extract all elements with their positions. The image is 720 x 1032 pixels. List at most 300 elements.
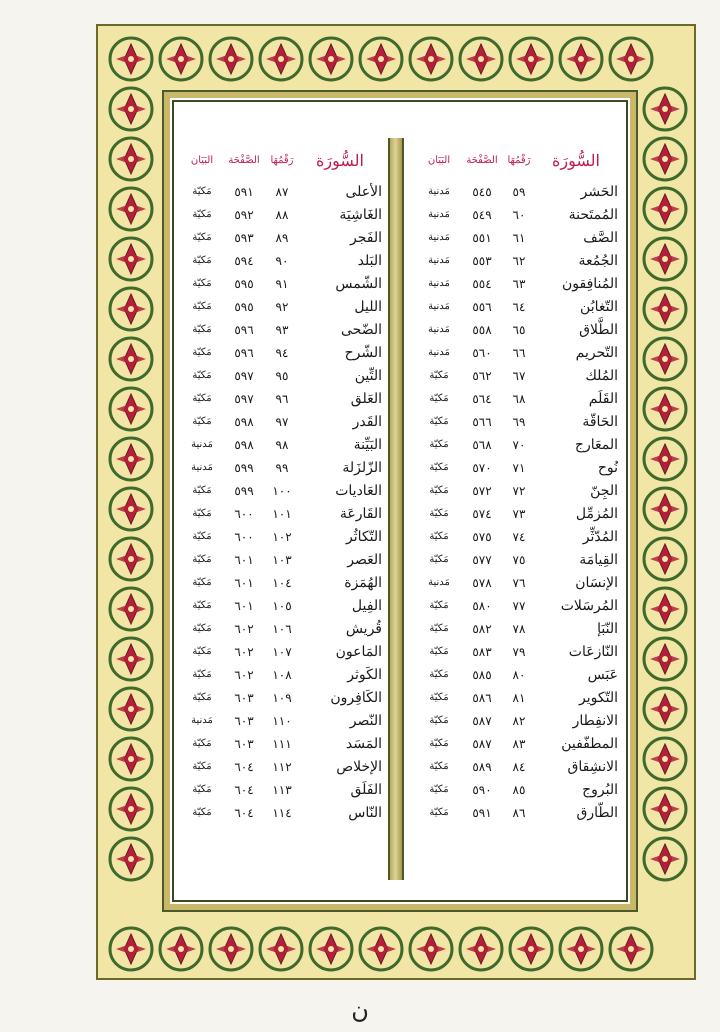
surah-page: ٥٦٦ (472, 414, 492, 429)
table-row (418, 755, 618, 778)
table-row (182, 548, 382, 571)
surah-number: ١٠٦ (272, 621, 292, 636)
surah-name: التّغابُن (580, 298, 618, 315)
surah-type: مَكيّة (192, 255, 212, 266)
header-surah: السُّورَة (316, 150, 364, 170)
border-motif (610, 38, 652, 80)
surah-type: مَكيّة (192, 301, 212, 312)
border-motif (260, 928, 302, 970)
surah-name: المَسَد (345, 735, 382, 752)
table-row (418, 663, 618, 686)
surah-name: الإنسَان (575, 574, 618, 591)
table-row (418, 801, 618, 824)
surah-name: النّبَإ (597, 620, 618, 637)
surah-name: الفَجر (350, 229, 382, 246)
surah-number: ٩٨ (275, 437, 289, 452)
surah-type: مَدنية (191, 462, 213, 473)
surah-page: ٥٩٩ (234, 460, 254, 475)
surah-name: التّحريم (575, 344, 618, 361)
surah-page: ٥٦٤ (472, 391, 492, 406)
surah-type: مَكيّة (192, 324, 212, 335)
surah-page: ٥٤٩ (472, 207, 492, 222)
border-motif (460, 928, 502, 970)
surah-type: مَكيّة (192, 554, 212, 565)
surah-number: ٦١ (512, 230, 526, 245)
surah-name: قُريش (345, 620, 382, 637)
surah-number: ٦٥ (512, 322, 526, 337)
surah-number: ٩٩ (275, 460, 289, 475)
table-row (418, 433, 618, 456)
surah-page: ٥٩٩ (234, 483, 254, 498)
table-row (182, 387, 382, 410)
border-motif (160, 928, 202, 970)
table-row (182, 410, 382, 433)
surah-name: الإخلاص (336, 758, 382, 775)
surah-type: مَكيّة (192, 646, 212, 657)
border-motif (560, 38, 602, 80)
surah-page: ٥٨٦ (472, 690, 492, 705)
surah-page: ٥٧٤ (472, 506, 492, 521)
surah-type: مَكيّة (192, 807, 212, 818)
surah-name: المُدّثِّر (582, 528, 618, 545)
surah-page: ٥٩٠ (472, 782, 492, 797)
surah-page: ٥٥١ (472, 230, 492, 245)
surah-number: ٩٤ (275, 345, 289, 360)
index-content (182, 108, 618, 894)
table-row (182, 433, 382, 456)
surah-type: مَدنية (428, 347, 450, 358)
surah-number: ٨٢ (512, 713, 526, 728)
surah-page: ٥٩٥ (234, 299, 254, 314)
surah-type: مَكيّة (429, 784, 449, 795)
surah-name: الانفِطار (572, 712, 618, 729)
table-row (182, 479, 382, 502)
header-type: البَيَان (427, 154, 451, 166)
surah-page: ٥٦٠ (472, 345, 492, 360)
surah-name: الفِيل (351, 597, 382, 614)
center-divider-bar (388, 138, 404, 880)
surah-name: الأعلى (345, 183, 382, 200)
surah-page: ٥٧٥ (472, 529, 492, 544)
surah-page: ٦٠٤ (234, 782, 254, 797)
surah-type: مَدنية (428, 232, 450, 243)
header-page: الصَّفْحَة (466, 154, 498, 166)
border-motif (110, 338, 152, 380)
table-row (418, 548, 618, 571)
border-motif (110, 838, 152, 880)
table-row (182, 341, 382, 364)
border-motif (644, 438, 686, 480)
surah-page: ٦٠٠ (234, 529, 254, 544)
surah-page: ٥٥٨ (472, 322, 492, 337)
surah-type: مَكيّة (429, 439, 449, 450)
surah-name: المُلك (585, 367, 618, 384)
surah-number: ٧٥ (512, 552, 526, 567)
surah-number: ٧٤ (512, 529, 526, 544)
surah-type: مَدنية (191, 439, 213, 450)
surah-page: ٦٠١ (234, 552, 254, 567)
table-row (418, 341, 618, 364)
surah-number: ٥٩ (512, 184, 526, 199)
table-row (418, 778, 618, 801)
surah-page: ٥٨٧ (472, 713, 492, 728)
surah-name: الطَّلاق (579, 321, 618, 338)
surah-name: عَبَس (587, 666, 618, 683)
border-motif (160, 38, 202, 80)
surah-number: ١١٠ (272, 713, 292, 728)
header-page: الصَّفْحَة (228, 154, 260, 166)
table-row (182, 755, 382, 778)
surah-number: ١٠٤ (272, 575, 292, 590)
surah-type: مَكيّة (429, 393, 449, 404)
border-motif (310, 38, 352, 80)
table-row (418, 180, 618, 203)
border-motif (110, 588, 152, 630)
surah-page: ٥٨٩ (472, 759, 492, 774)
surah-type: مَكيّة (192, 623, 212, 634)
surah-name: المُنافِقون (561, 275, 618, 292)
table-row (418, 686, 618, 709)
surah-number: ٧٧ (512, 598, 526, 613)
surah-name: الكَافِرون (330, 689, 382, 706)
border-motif (644, 538, 686, 580)
border-motif (110, 738, 152, 780)
surah-number: ٩٦ (275, 391, 289, 406)
surah-name: الغَاشِيَة (339, 206, 382, 223)
surah-type: مَكيّة (192, 485, 212, 496)
surah-name: الكَوثر (347, 666, 382, 683)
table-row (418, 456, 618, 479)
surah-type: مَكيّة (192, 600, 212, 611)
surah-type: مَدنية (428, 209, 450, 220)
border-motif (644, 188, 686, 230)
surah-page: ٥٩٨ (234, 437, 254, 452)
surah-name: الشّمس (335, 275, 382, 292)
surah-number: ٨٣ (512, 736, 526, 751)
border-motif (260, 38, 302, 80)
surah-page: ٥٧٨ (472, 575, 492, 590)
table-row (418, 594, 618, 617)
surah-page: ٥٥٤ (472, 276, 492, 291)
border-motif (210, 38, 252, 80)
surah-name: القَلَم (588, 390, 618, 407)
surah-number: ٧٨ (512, 621, 526, 636)
surah-page: ٥٩٧ (234, 391, 254, 406)
surah-number: ١٠٩ (272, 690, 292, 705)
border-motif (110, 38, 152, 80)
table-row (418, 387, 618, 410)
surah-type: مَدنية (191, 715, 213, 726)
surah-type: مَكيّة (192, 278, 212, 289)
surah-page: ٥٧٧ (472, 552, 492, 567)
border-motif (644, 688, 686, 730)
surah-name: الصَّف (583, 229, 618, 246)
surah-number: ٦٤ (512, 299, 526, 314)
table-row (418, 410, 618, 433)
surah-type: مَكيّة (429, 692, 449, 703)
border-motif (310, 928, 352, 970)
surah-type: مَكيّة (429, 761, 449, 772)
table-row (182, 617, 382, 640)
surah-number: ١٠٠ (272, 483, 292, 498)
surah-type: مَكيّة (429, 807, 449, 818)
surah-page: ٦٠٤ (234, 759, 254, 774)
surah-page: ٥٩٦ (234, 345, 254, 360)
table-row (182, 272, 382, 295)
surah-page: ٦٠١ (234, 598, 254, 613)
surah-name: الطّارق (576, 804, 618, 821)
surah-page: ٥٥٦ (472, 299, 492, 314)
surah-type: مَكيّة (192, 761, 212, 772)
surah-page: ٥٨٣ (472, 644, 492, 659)
surah-type: مَكيّة (192, 393, 212, 404)
surah-name: الحَشر (580, 183, 618, 200)
surah-name: القَارعَة (339, 505, 382, 522)
table-row (182, 663, 382, 686)
surah-page: ٥٩٣ (234, 230, 254, 245)
surah-number: ١٠٣ (272, 552, 292, 567)
surah-name: التّكاثُر (346, 528, 382, 545)
surah-type: مَكيّة (192, 416, 212, 427)
border-motif (410, 928, 452, 970)
surah-type: مَكيّة (192, 209, 212, 220)
surah-number: ٨٩ (275, 230, 289, 245)
surah-name: الزّلزَلة (342, 459, 382, 476)
surah-type: مَكيّة (429, 531, 449, 542)
table-row (418, 272, 618, 295)
table-row (418, 479, 618, 502)
surah-number: ٩١ (275, 276, 289, 291)
border-motif (510, 928, 552, 970)
surah-page: ٥٧٠ (472, 460, 492, 475)
surah-type: مَكيّة (192, 370, 212, 381)
surah-name: القِيامَة (579, 551, 618, 568)
surah-number: ٦٨ (512, 391, 526, 406)
surah-page: ٥٩٤ (234, 253, 254, 268)
surah-number: ٨٤ (512, 759, 526, 774)
left-index-table (182, 140, 382, 824)
surah-number: ٨٥ (512, 782, 526, 797)
surah-name: المطفّفين (561, 735, 618, 752)
surah-page: ٥٩٢ (234, 207, 254, 222)
border-motif (110, 88, 152, 130)
table-row (182, 594, 382, 617)
surah-page: ٥٩٧ (234, 368, 254, 383)
surah-type: مَكيّة (192, 577, 212, 588)
table-row (418, 617, 618, 640)
table-row (418, 249, 618, 272)
surah-number: ٦٢ (512, 253, 526, 268)
border-motif (644, 238, 686, 280)
surah-type: مَكيّة (429, 715, 449, 726)
surah-number: ٩٥ (275, 368, 289, 383)
surah-number: ٧٢ (512, 483, 526, 498)
border-motif (610, 928, 652, 970)
surah-number: ٦٦ (512, 345, 526, 360)
surah-page: ٦٠٢ (234, 644, 254, 659)
border-motif (644, 788, 686, 830)
page-number-letter: ن (351, 996, 369, 1024)
surah-number: ٩٢ (275, 299, 289, 314)
surah-type: مَكيّة (429, 669, 449, 680)
surah-type: مَكيّة (429, 508, 449, 519)
surah-name: الشّرح (344, 344, 382, 361)
border-motif (110, 388, 152, 430)
border-motif (644, 338, 686, 380)
border-motif (110, 288, 152, 330)
table-row (182, 502, 382, 525)
table-row (418, 709, 618, 732)
surah-number: ٦٩ (512, 414, 526, 429)
surah-name: التِّين (354, 367, 382, 384)
surah-name: الحَاقّة (582, 413, 618, 430)
surah-type: مَكيّة (429, 623, 449, 634)
border-motif (110, 438, 152, 480)
table-row (418, 525, 618, 548)
surah-type: مَكيّة (429, 600, 449, 611)
surah-type: مَدنية (428, 255, 450, 266)
border-motif (360, 38, 402, 80)
surah-name: الانشِقاق (567, 758, 618, 775)
surah-type: مَدنية (428, 278, 450, 289)
surah-name: التّكوير (579, 689, 618, 706)
surah-page: ٥٩١ (234, 184, 254, 199)
surah-page: ٥٧٢ (472, 483, 492, 498)
surah-page: ٦٠٠ (234, 506, 254, 521)
table-row (182, 318, 382, 341)
surah-type: مَكيّة (192, 738, 212, 749)
border-motif (644, 588, 686, 630)
surah-number: ٧٦ (512, 575, 526, 590)
surah-number: ٧٣ (512, 506, 526, 521)
surah-page: ٥٨٧ (472, 736, 492, 751)
surah-number: ٩٠ (275, 253, 289, 268)
table-row (182, 364, 382, 387)
surah-name: المَاعون (335, 643, 382, 660)
surah-page: ٥٩٦ (234, 322, 254, 337)
table-row (418, 203, 618, 226)
border-motif (110, 488, 152, 530)
surah-name: النّاس (348, 804, 382, 821)
border-motif (644, 288, 686, 330)
surah-number: ٨٠ (512, 667, 526, 682)
surah-number: ٨٧ (275, 184, 289, 199)
table-row (182, 778, 382, 801)
border-motif (644, 388, 686, 430)
surah-page: ٥٨٠ (472, 598, 492, 613)
surah-page: ٥٦٨ (472, 437, 492, 452)
surah-page: ٦٠١ (234, 575, 254, 590)
surah-number: ٨٦ (512, 805, 526, 820)
surah-name: العَلق (350, 390, 382, 407)
surah-number: ١١٣ (272, 782, 292, 797)
surah-page: ٦٠٣ (234, 736, 254, 751)
border-motif (510, 38, 552, 80)
surah-name: الضّحى (340, 321, 382, 338)
table-row (182, 732, 382, 755)
border-motif (110, 138, 152, 180)
surah-type: مَكيّة (192, 232, 212, 243)
table-row (182, 249, 382, 272)
border-motif (644, 638, 686, 680)
border-motif (110, 688, 152, 730)
surah-number: ١١٤ (272, 805, 292, 820)
border-motif (110, 238, 152, 280)
surah-type: مَدنية (428, 577, 450, 588)
border-motif (410, 38, 452, 80)
border-motif (644, 88, 686, 130)
table-row (182, 640, 382, 663)
surah-page: ٦٠٢ (234, 621, 254, 636)
surah-page: ٥٤٥ (472, 184, 492, 199)
surah-name: نُوح (597, 459, 618, 476)
surah-name: الفَلَق (350, 781, 382, 798)
surah-page: ٥٩٥ (234, 276, 254, 291)
surah-type: مَكيّة (429, 738, 449, 749)
surah-type: مَكيّة (429, 416, 449, 427)
surah-page: ٦٠٣ (234, 713, 254, 728)
surah-number: ١١١ (272, 736, 292, 751)
border-motif (110, 538, 152, 580)
table-row (182, 709, 382, 732)
surah-name: العَصر (347, 551, 382, 568)
surah-name: الجِنّ (590, 482, 618, 499)
border-motif (210, 928, 252, 970)
surah-type: مَكيّة (192, 692, 212, 703)
header-type: البَيَان (190, 154, 214, 166)
surah-number: ٧٩ (512, 644, 526, 659)
surah-number: ٨٨ (275, 207, 289, 222)
surah-type: مَكيّة (192, 508, 212, 519)
surah-name: المُرسَلات (560, 597, 618, 614)
surah-type: مَكيّة (429, 485, 449, 496)
surah-number: ٦٣ (512, 276, 526, 291)
table-row (418, 295, 618, 318)
surah-type: مَدنية (428, 324, 450, 335)
surah-page: ٦٠٢ (234, 667, 254, 682)
table-row (182, 203, 382, 226)
border-motif (110, 188, 152, 230)
surah-number: ٩٧ (275, 414, 289, 429)
table-row (182, 801, 382, 824)
surah-number: ٧٠ (512, 437, 526, 452)
table-row (182, 295, 382, 318)
surah-number: ١٠٨ (272, 667, 292, 682)
surah-type: مَكيّة (192, 784, 212, 795)
surah-number: ١٠٧ (272, 644, 292, 659)
surah-name: المعَارج (574, 436, 618, 453)
table-row (182, 456, 382, 479)
surah-type: مَكيّة (192, 669, 212, 680)
surah-page: ٥٩٨ (234, 414, 254, 429)
surah-type: مَدنية (428, 186, 450, 197)
border-motif (360, 928, 402, 970)
border-motif (110, 638, 152, 680)
surah-number: ١١٢ (272, 759, 292, 774)
table-row (418, 640, 618, 663)
surah-page: ٥٦٢ (472, 368, 492, 383)
header-number: رَقْمُهَا (507, 154, 531, 166)
surah-number: ٧١ (512, 460, 526, 475)
border-motif (110, 928, 152, 970)
surah-name: القَدر (352, 413, 382, 430)
right-index-table (418, 140, 618, 824)
border-motif (644, 838, 686, 880)
table-row (418, 571, 618, 594)
table-row (418, 226, 618, 249)
border-motif (644, 738, 686, 780)
surah-number: ٩٣ (275, 322, 289, 337)
